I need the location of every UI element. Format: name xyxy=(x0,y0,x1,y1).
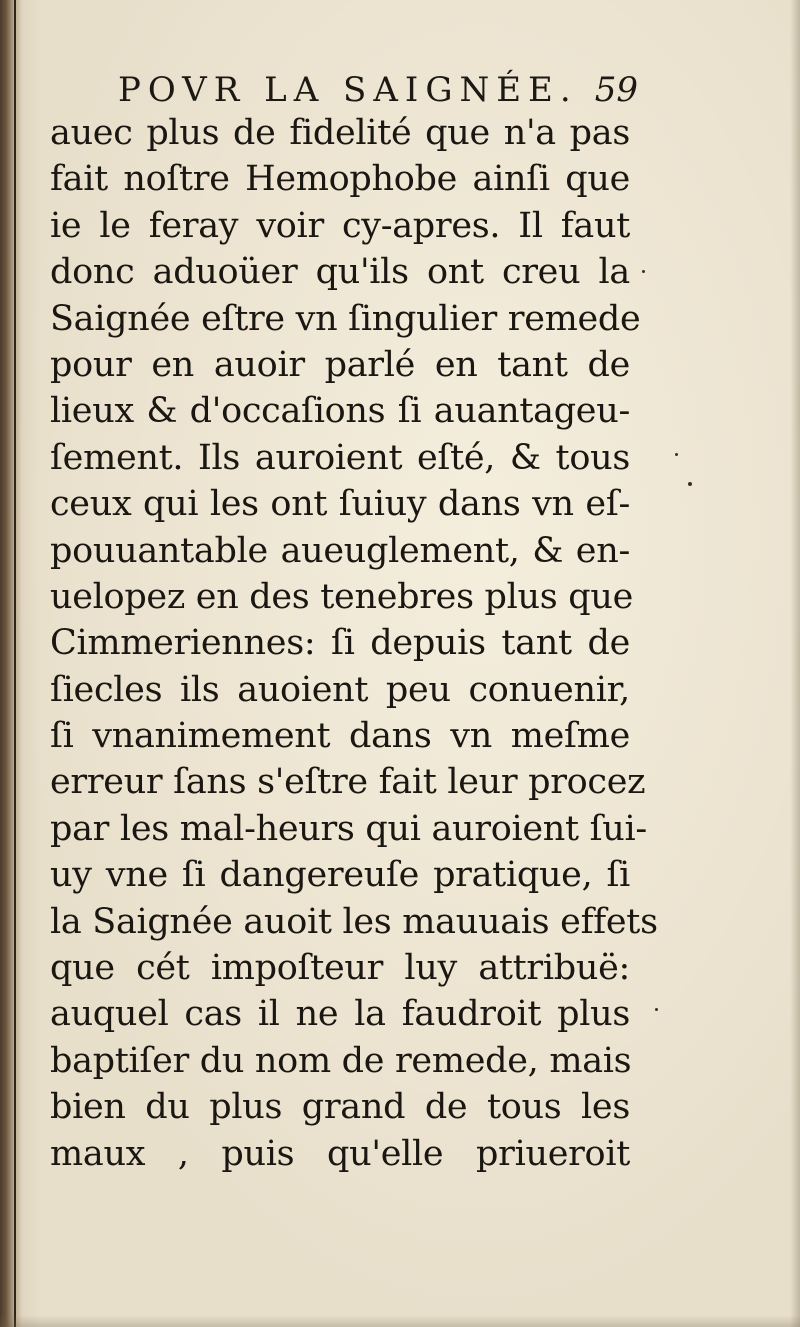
text-line: ceux qui les ont ſuiuy dans vn eſ- xyxy=(50,484,630,525)
text-line: pouuantable aueuglement, & en- xyxy=(50,530,630,571)
gutter-line xyxy=(14,0,16,1327)
text-line: auec plus de fidelité que n'a pas xyxy=(50,113,630,153)
ink-speck xyxy=(655,1008,658,1011)
running-head: POVR LA SAIGNÉE. xyxy=(118,70,578,110)
ink-speck xyxy=(688,482,692,486)
text-line: fait noſtre Hemophobe ainſi que xyxy=(50,159,630,200)
page-header xyxy=(118,62,638,114)
text-line: ſement. Ils auroient eſté, & tous xyxy=(50,437,630,478)
text-line: la Saignée auoit les mauuais effets xyxy=(50,901,658,942)
text-line: maux , puis qu'elle priueroit xyxy=(50,1133,630,1174)
text-line: erreur ſans s'eſtre fait leur procez xyxy=(50,762,646,803)
body-text xyxy=(50,110,658,1177)
text-line: ſi vnanimement dans vn meſme xyxy=(50,716,630,757)
text-line: que cét impoſteur luy attribuë: xyxy=(50,948,630,989)
page-edge-right xyxy=(790,0,800,1327)
text-line: Saignée eſtre vn ſingulier remede xyxy=(50,298,641,339)
page-edge-bottom xyxy=(0,1315,800,1327)
ink-speck xyxy=(675,453,678,456)
text-line: pour en auoir parlé en tant de xyxy=(50,344,630,385)
text-line: baptiſer du nom de remede, mais xyxy=(50,1040,632,1081)
text-line: ſiecles ils auoient peu conuenir, xyxy=(50,669,630,710)
text-line: bien du plus grand de tous les xyxy=(50,1087,630,1128)
text-line: uy vne ſi dangereuſe pratique, ſi xyxy=(50,855,630,896)
text-line: Cimmeriennes: ſi depuis tant de xyxy=(50,623,630,664)
text-line: uelopez en des tenebres plus que xyxy=(50,576,634,617)
text-line: donc aduoüer qu'ils ont creu la xyxy=(50,252,630,293)
text-line: ie le feray voir cy-apres. Il faut xyxy=(50,205,630,246)
text-line: lieux & d'occaſions ſi auantageu- xyxy=(50,391,630,432)
page-binding-shadow xyxy=(0,0,22,1327)
page-number: 59 xyxy=(594,70,638,110)
ink-speck xyxy=(642,270,645,273)
text-line: par les mal-heurs qui auroient ſui- xyxy=(50,808,647,849)
text-line: auquel cas il ne la faudroit plus xyxy=(50,994,630,1035)
